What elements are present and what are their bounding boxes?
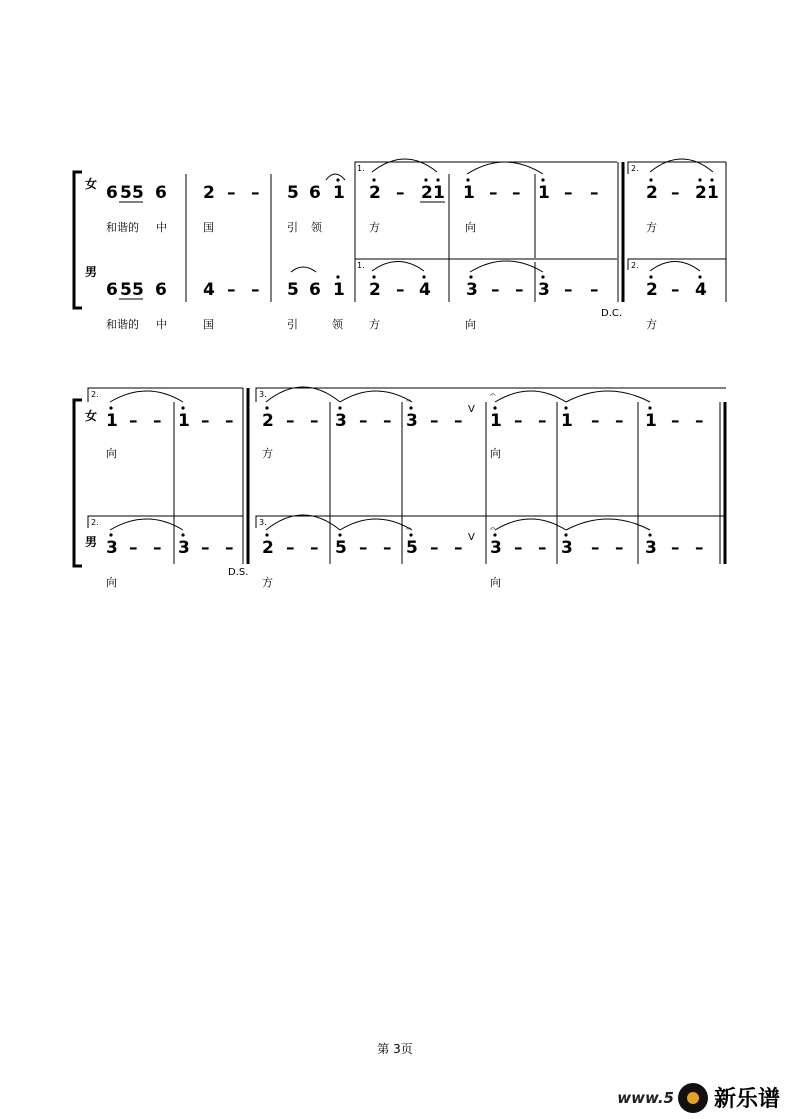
note: 5	[132, 280, 144, 300]
lyric: 向	[106, 576, 117, 589]
female-notes-1	[106, 183, 719, 203]
fermata-icon: 𝄐	[406, 524, 412, 535]
note: 4	[419, 280, 431, 300]
note: 5	[120, 280, 132, 300]
note: 1	[333, 183, 345, 203]
dash: –	[538, 411, 547, 431]
dash: –	[615, 538, 624, 558]
note: 3	[406, 411, 418, 431]
lyric: 方	[646, 221, 657, 234]
dash: –	[227, 280, 236, 300]
note: 2	[262, 411, 274, 431]
ds-mark: D.S.	[228, 567, 249, 578]
watermark	[617, 1082, 780, 1113]
lyric: 向	[465, 318, 476, 331]
lyric: 国	[203, 318, 214, 331]
watermark-url: www.5	[617, 1088, 674, 1107]
note: 6	[309, 183, 321, 203]
dash: –	[201, 538, 210, 558]
volta-1: 1.	[357, 261, 365, 270]
lyric: 向	[490, 576, 501, 589]
volta-brackets	[355, 162, 726, 270]
volta-2: 2.	[631, 164, 639, 173]
barlines	[186, 162, 726, 302]
note: 2	[262, 538, 274, 558]
dash: –	[359, 538, 368, 558]
note: 2	[369, 280, 381, 300]
note: 6	[106, 280, 118, 300]
male-slurs-2	[110, 515, 650, 530]
dash: –	[129, 538, 138, 558]
part-label-female: 女	[85, 409, 98, 423]
male-notes-1	[106, 280, 707, 300]
page-number: 第 3页	[377, 1042, 413, 1056]
barlines	[174, 388, 720, 564]
female-octave-dots-1	[336, 178, 713, 181]
volta-1: 1.	[357, 164, 365, 173]
system-2	[74, 387, 726, 589]
male-octave-dots-1	[336, 275, 701, 278]
dash: –	[491, 280, 500, 300]
record-disc-icon	[678, 1083, 708, 1113]
female-lyrics-1	[106, 220, 657, 234]
lyric: 国	[203, 221, 214, 234]
female-octave-dots-2	[109, 406, 651, 409]
male-lyrics-1	[106, 317, 657, 331]
lyric: 领	[332, 318, 343, 331]
lyric: 和谐的	[106, 318, 139, 331]
dash: –	[225, 538, 234, 558]
dash: –	[615, 411, 624, 431]
note: 1	[561, 411, 573, 431]
dash: –	[590, 280, 599, 300]
dash: –	[310, 538, 319, 558]
dash: –	[512, 183, 521, 203]
lyric: 向	[465, 221, 476, 234]
note: 3	[645, 538, 657, 558]
note: 4	[695, 280, 707, 300]
lyric: 方	[262, 576, 273, 589]
system-1	[74, 159, 726, 331]
breath-mark: V	[468, 404, 475, 415]
fermata-icon: 𝄐	[406, 396, 412, 407]
dash: –	[591, 411, 600, 431]
male-slurs-1	[291, 261, 700, 272]
part-label-female: 女	[85, 177, 98, 191]
note: 2	[646, 183, 658, 203]
lyric: 中	[156, 221, 167, 234]
note: 3	[538, 280, 550, 300]
dash: –	[514, 411, 523, 431]
note: 1	[707, 183, 719, 203]
male-marks-2	[406, 524, 496, 543]
part-label-male: 男	[85, 265, 98, 279]
note: 3	[106, 538, 118, 558]
note: 3	[490, 538, 502, 558]
note: 5	[120, 183, 132, 203]
lyric: 向	[490, 447, 501, 460]
note: 6	[155, 280, 167, 300]
dash: –	[286, 538, 295, 558]
dash: –	[591, 538, 600, 558]
dash: –	[396, 183, 405, 203]
male-notes-2	[106, 538, 704, 558]
fermata-icon: 𝄐	[490, 390, 496, 401]
lyric: 方	[369, 221, 380, 234]
dash: –	[201, 411, 210, 431]
dash: –	[515, 280, 524, 300]
note: 5	[335, 538, 347, 558]
dash: –	[671, 183, 680, 203]
female-lyrics-2	[106, 446, 501, 460]
note: 1	[178, 411, 190, 431]
lyric: 向	[106, 447, 117, 460]
dc-mark: D.C.	[601, 308, 623, 319]
system-brace	[74, 172, 82, 308]
volta-2: 2.	[91, 518, 99, 527]
lyric: 和谐的	[106, 221, 139, 234]
dash: –	[396, 280, 405, 300]
dash: –	[430, 538, 439, 558]
dash: –	[286, 411, 295, 431]
note: 1	[538, 183, 550, 203]
note: 3	[178, 538, 190, 558]
lyric: 引	[287, 318, 298, 331]
dash: –	[695, 538, 704, 558]
note: 5	[287, 183, 299, 203]
note: 3	[335, 411, 347, 431]
note: 6	[106, 183, 118, 203]
note: 4	[203, 280, 215, 300]
note: 1	[333, 280, 345, 300]
dash: –	[514, 538, 523, 558]
dash: –	[310, 411, 319, 431]
female-marks-2	[406, 390, 496, 415]
dash: –	[564, 280, 573, 300]
dash: –	[671, 411, 680, 431]
lyric: 方	[369, 318, 380, 331]
lyric: 领	[311, 221, 322, 234]
male-lyrics-2	[106, 575, 501, 589]
note: 2	[695, 183, 707, 203]
note: 2	[369, 183, 381, 203]
dash: –	[564, 183, 573, 203]
note: 5	[406, 538, 418, 558]
lyric: 方	[646, 318, 657, 331]
dash: –	[251, 280, 260, 300]
lyric: 中	[156, 318, 167, 331]
note: 1	[463, 183, 475, 203]
lyric: 方	[262, 447, 273, 460]
dash: –	[454, 411, 463, 431]
dash: –	[454, 538, 463, 558]
dash: –	[383, 411, 392, 431]
note: 1	[490, 411, 502, 431]
dash: –	[538, 538, 547, 558]
dash: –	[489, 183, 498, 203]
dash: –	[383, 538, 392, 558]
lyric: 引	[287, 221, 298, 234]
female-notes-2	[106, 411, 704, 431]
note: 1	[645, 411, 657, 431]
fermata-icon: 𝄐	[490, 524, 496, 535]
dash: –	[251, 183, 260, 203]
system-brace	[74, 400, 82, 566]
note: 5	[287, 280, 299, 300]
volta-2: 2.	[631, 261, 639, 270]
note: 1	[433, 183, 445, 203]
volta-3: 3.	[259, 518, 267, 527]
note: 6	[155, 183, 167, 203]
note: 2	[203, 183, 215, 203]
dash: –	[359, 411, 368, 431]
dash: –	[430, 411, 439, 431]
dash: –	[695, 411, 704, 431]
part-label-male: 男	[85, 535, 98, 549]
breath-mark: V	[468, 532, 475, 543]
volta-2: 2.	[91, 390, 99, 399]
note: 3	[561, 538, 573, 558]
dash: –	[153, 411, 162, 431]
note: 3	[466, 280, 478, 300]
dash: –	[671, 280, 680, 300]
note: 1	[106, 411, 118, 431]
female-slurs-2	[110, 387, 650, 402]
dash: –	[671, 538, 680, 558]
note: 6	[309, 280, 321, 300]
note: 2	[646, 280, 658, 300]
dash: –	[153, 538, 162, 558]
dash: –	[227, 183, 236, 203]
watermark-logo-text: 新乐谱	[713, 1087, 780, 1112]
male-octave-dots-2	[109, 533, 651, 536]
dash: –	[129, 411, 138, 431]
note: 2	[421, 183, 433, 203]
dash: –	[225, 411, 234, 431]
volta-3: 3.	[259, 390, 267, 399]
dash: –	[590, 183, 599, 203]
note: 5	[132, 183, 144, 203]
